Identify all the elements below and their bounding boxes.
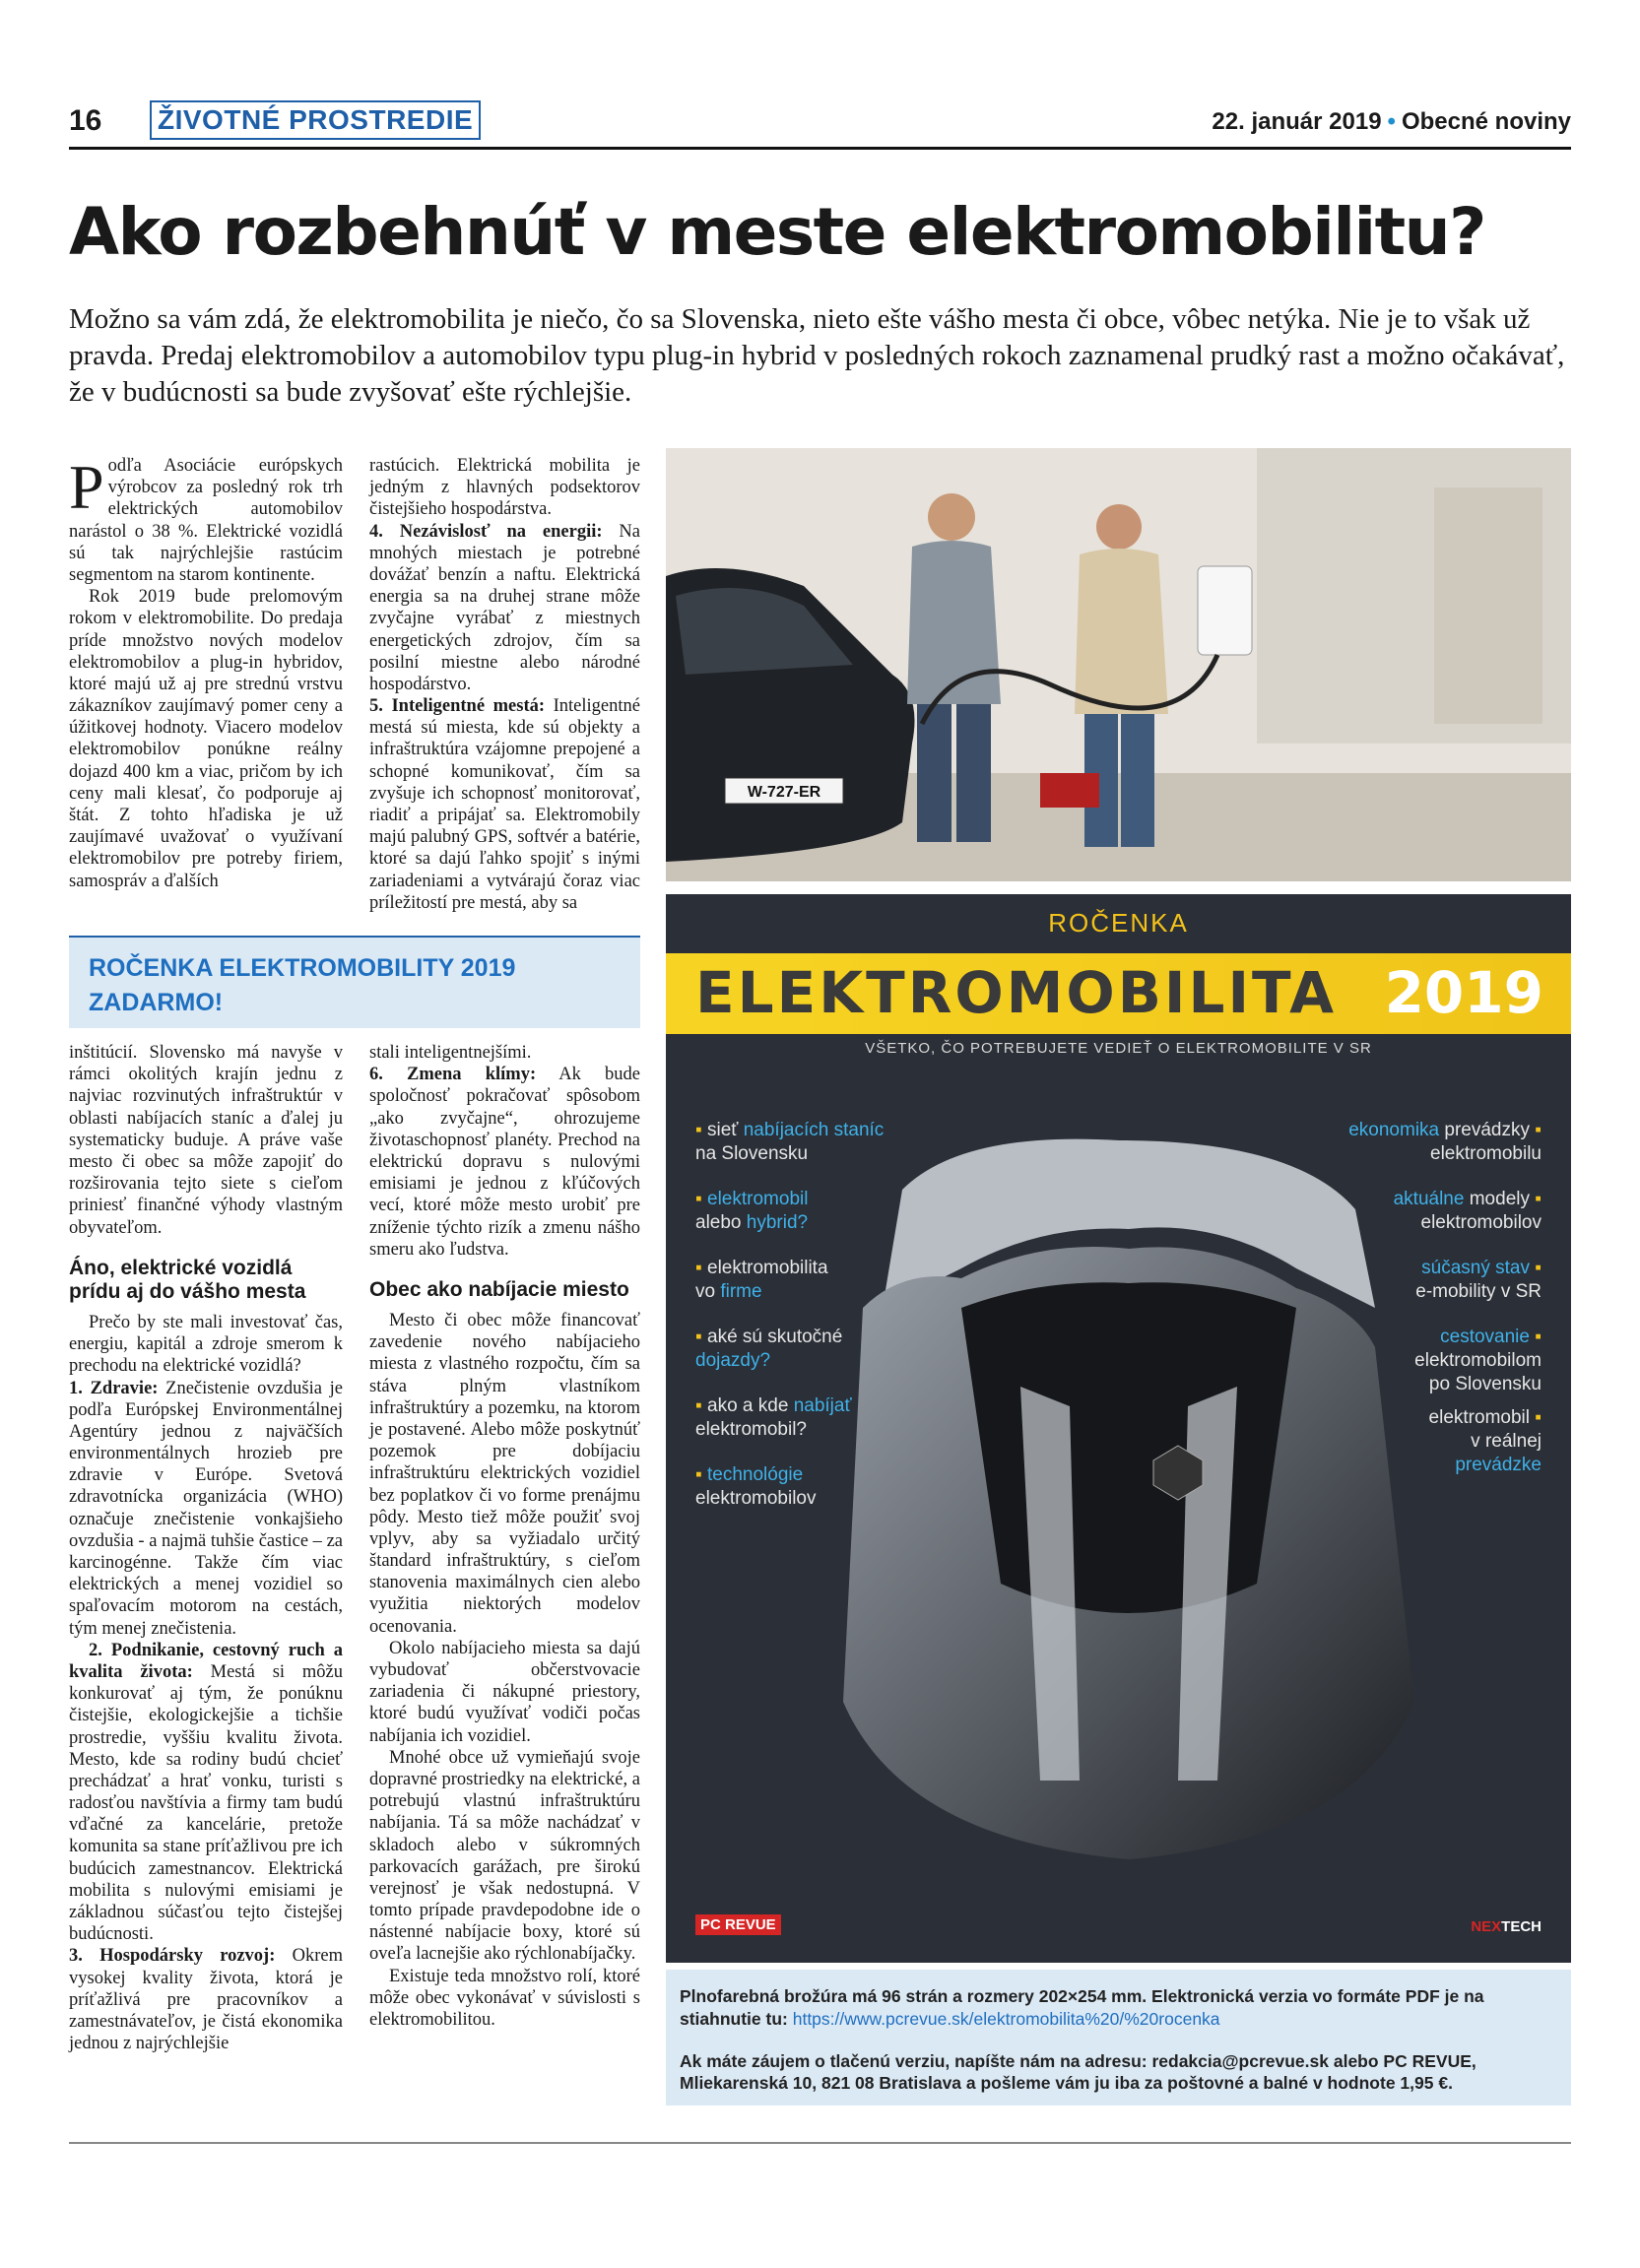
- pcrevue-logo: PC REVUE: [695, 1914, 781, 1935]
- promo-box: [69, 936, 640, 1028]
- article-headline: Ako rozbehnúť v meste elektromobilitu?: [69, 194, 1485, 270]
- cover-feature: aktuálne modely ▪ elektromobilov: [1393, 1189, 1542, 1233]
- bullet-icon: •: [1387, 108, 1396, 135]
- info-paragraph: Ak máte záujem o tlačenú verziu, napíšte nám na adresu: redakcia@pcrevue.sk alebo PC REVUE, Mliekarenská 10, 821 08 Bratislava a pošleme vám ju iba za poštovné a balné v hodnote 1,95 €.: [680, 2050, 1476, 2094]
- article-lead: Možno sa vám zdá, že elektromobilita je niečo, čo sa Slovenska, nieto ešte vášho mesta či obce, vôbec netýka. Nie je to však už pravda. Predaj elektromobilov a automobilov typu plug-in hybrid v posledných rokoch zaznamenal prudký rast a možno očakávať, že v budúcnosti sa bude zvyšovať ešte rýchlejšie.: [69, 303, 1565, 409]
- paragraph: Mesto či obec môže financovať zavedenie nového nabíjacieho miesta z vlastného rozpočtu, čím sa stáva plným vlastníkom infraštruktúry a pozemku, na ktorom je postavené. Alebo môže poskytnúť pozemok pre dobíjaciu infraštruktúru elektrických vozidiel bez poplatkov či vo forme prenájmu pôdy. Mesto tiež môže použiť svoj vplyv, aby sa vyžiadalo určitý štandard infraštruktúry, s cieľom stanovenia maximálnych cien alebo využitia niektorých modelov ocenovania.: [369, 1311, 640, 1637]
- paragraph: Existuje teda množstvo rolí, ktoré môže obec vykonávať v súvislosti s elektromobilitou.: [369, 1966, 640, 2031]
- paragraph: Mnohé obce už vymieňajú svoje dopravné prostriedky na elektrické, a potrebujú vlastnú infraštruktúru nabíjania. Tá sa môže nachádzať v skladoch alebo v súkromných parkovacích garážach, pre širokú verejnosť je však nedostupná. V tomto prípade pravdepodobne ide o nástenné nabíjacie boxy, ktoré sú oveľa lacnejšie ako rýchlonabíjačky.: [369, 1747, 640, 1965]
- cover-tagline: VŠETKO, ČO POTREBUJETE VEDIEŤ O ELEKTROMOBILITE V SR: [865, 1040, 1372, 1057]
- list-item: 1. Zdravie: Znečistenie ovzdušia je podľa Európskej Environmentálnej Agentúry jednou z najväčších environmentálnych hrozieb pre zdravie v Európe. Svetová zdravotnícka organizácia (WHO) označuje znečistenie vonkajšieho ovzdušia - a najmä tuhšie častice – za karcinogénne. Takže čím viac elektrických a menej vozidiel so spaľovacím motorom na cestách, tým menej znečistenia.: [69, 1378, 343, 1639]
- cover-feature: ▪ elektromobilita vo firme: [695, 1258, 828, 1302]
- dropcap: P: [69, 452, 104, 522]
- paragraph: inštitúcií. Slovensko má navyše v rámci okolitých krajín jednu z najviac rozvinutých infraštruktúr v oblasti nabíjacích staníc a ďalej ju systematicky buduje. A práve vaše mesto či obec sa môže zapojiť do rozširovania tejto siete s cieľom priniesť finančné výhody vlastným obyvateľom.: [69, 1043, 343, 1238]
- publication-name: Obecné noviny: [1401, 108, 1571, 135]
- list-item: 3. Hospodársky rozvoj: Okrem vysokej kvality života, ktorá je príťažlivá pre pracovníkov a zamestnávateľov, je čistá ekonomika jednou z najrýchlejšie: [69, 1946, 344, 2054]
- dateline: [1212, 108, 1571, 136]
- paragraph: Prečo by ste mali investovať čas, energiu, kapitál a zdroje smerom k prechodu na elektrické vozidlá?: [69, 1312, 343, 1377]
- cover-feature: súčasný stav ▪ e-mobility v SR: [1415, 1258, 1542, 1302]
- paragraph: stali inteligentnejšími.: [369, 1043, 532, 1063]
- article-photo: [666, 448, 1571, 881]
- license-plate: W-727-ER: [747, 784, 821, 801]
- promo-subtitle: ZADARMO!: [89, 989, 224, 1016]
- cover-year: 2019: [1384, 959, 1543, 1026]
- column-1-bottom: [69, 1042, 343, 2054]
- section-label: ŽIVOTNÉ PROSTREDIE: [150, 100, 481, 140]
- cover-feature: ▪ aké sú skutočné dojazdy?: [695, 1327, 843, 1371]
- column-2-top: [369, 455, 640, 914]
- issue-date: 22. január 2019: [1212, 108, 1382, 135]
- cover-feature: ekonomika prevádzky ▪ elektromobilu: [1348, 1120, 1542, 1164]
- cover-kicker: ROČENKA: [1048, 908, 1189, 938]
- column-2-bottom: [369, 1042, 640, 2031]
- cover-feature: ▪ elektromobil alebo hybrid?: [695, 1189, 809, 1233]
- page-number: 16: [69, 104, 102, 137]
- list-item: 2. Podnikanie, cestovný ruch a kvalita života: Mestá si môžu konkurovať aj tým, že ponúknu čistejšie, ekologickejšie a tichšie prostredie, vyššiu kvalitu života. Mesto, kde sa rodiny budú chcieť prechádzať a hrať vonku, turisti s radosťou navštívia a firmy tam budú vďačné za kancelárie, pretože komunita sa stane príťažlivou pre ich budúcich zamestnancov. Elektrická mobilita s nulovými emisiami je základnou súčasťou tejto čistejšej budúcnosti.: [69, 1640, 343, 1945]
- nextech-logo: NEXTECH: [1471, 1918, 1542, 1935]
- photo-illustration: [666, 448, 1571, 881]
- info-paragraph: Plnofarebná brožúra má 96 strán a rozmery 202×254 mm. Elektronická verzia vo formáte PDF je na stiahnutie tu: https://www.pcrevue.sk/elektromobilita%20/%20rocenka: [680, 1986, 1484, 2029]
- list-item: 4. Nezávislosť na energii: Na mnohých miestach je potrebné dovážať benzín a naftu. Elektrická energia sa na druhej strane môže zvyčajne vyrábať z miestnych energetických zdrojov, čím sa posilní miestne alebo národné hospodárstvo.: [369, 521, 640, 694]
- page-header: [69, 98, 1571, 150]
- cover-feature: elektromobil ▪ v reálnej prevádzke: [1428, 1407, 1542, 1475]
- info-box: [666, 1970, 1571, 2106]
- subheading: Obec ako nabíjacie miesto: [369, 1277, 629, 1301]
- paragraph: rastúcich. Elektrická mobilita je jedným z hlavných podsektorov čistejšieho hospodárstva.: [369, 456, 640, 520]
- paragraph: Podľa Asociácie európskych výrobcov za posledný rok trh elektrických automobilov narástol o 38 %. Elektrické vozidlá sú tak najrýchlejšie rastúcim segmentom na starom kontinente.: [69, 452, 343, 585]
- download-link[interactable]: https://www.pcrevue.sk/elektromobilita%20/%20rocenka: [792, 2008, 1220, 2029]
- list-item: 5. Inteligentné mestá: Inteligentné mestá sú miesta, kde sú objekty a infraštruktúra vzájomne prepojené a schopné komunikovať, čím sa zvyšuje ich schopnosť monitorovať, riadiť a pripájať sa. Elektromobily majú palubný GPS, softvér a batérie, ktoré sa dajú ľahko spojiť s inými zariadeniami a vytvárajú čoraz viac príležitostí pre mestá, aby sa: [369, 696, 640, 913]
- paragraph: Okolo nabíjacieho miesta sa dajú vybudovať občerstvovacie zariadenia či nákupné priestory, ktoré budú využívať vodiči počas nabíjania ich vozidiel.: [369, 1638, 640, 1746]
- cover-feature: ▪ technológie elektromobilov: [695, 1464, 817, 1509]
- cover-feature: ▪ ako a kde nabíjať elektromobil?: [695, 1395, 852, 1440]
- subheading: Áno, elektrické vozidlá prídu aj do vášho mesta: [69, 1256, 306, 1303]
- promo-title: ROČENKA ELEKTROMOBILITY 2019: [89, 954, 516, 982]
- yearbook-cover: [666, 894, 1571, 1963]
- cover-feature: ▪ sieť nabíjacích staníc na Slovensku: [695, 1120, 885, 1164]
- paragraph: Rok 2019 bude prelomovým rokom v elektromobilite. Do predaja príde množstvo nových modelov elektromobilov a plug-in hybridov, ktoré majú už aj pre strednú vrstvu zákazníkov zaujímavý pomer ceny a úžitkovej hodnoty. Viacero modelov elektromobilov ponúkne reálny dojazd 400 km a viac, pričom by ich ceny mali klesať, čo podporuje aj štát. Z tohto hľadiska je už zaujímavé uvažovať o využívaní elektromobilov pre potreby firiem, samospráv a ďalších: [69, 587, 343, 891]
- footer-rule: [69, 2142, 1571, 2144]
- list-item: 6. Zmena klímy: Ak bude spoločnosť pokračovať spôsobom „ako zvyčajne“, ohrozujeme životaschopnosť planéty. Prechod na elektrickú dopravu s nulovými emisiami je jednou z kľúčových vecí, ktoré môže mesto urobiť pre zníženie týchto rizík a zmenu nášho smeru ako ľudstva.: [369, 1065, 640, 1260]
- cover-feature: cestovanie ▪ elektromobilom po Slovensku: [1414, 1327, 1542, 1394]
- cover-title: ELEKTROMOBILITA: [695, 959, 1337, 1026]
- column-1-top: [69, 452, 343, 892]
